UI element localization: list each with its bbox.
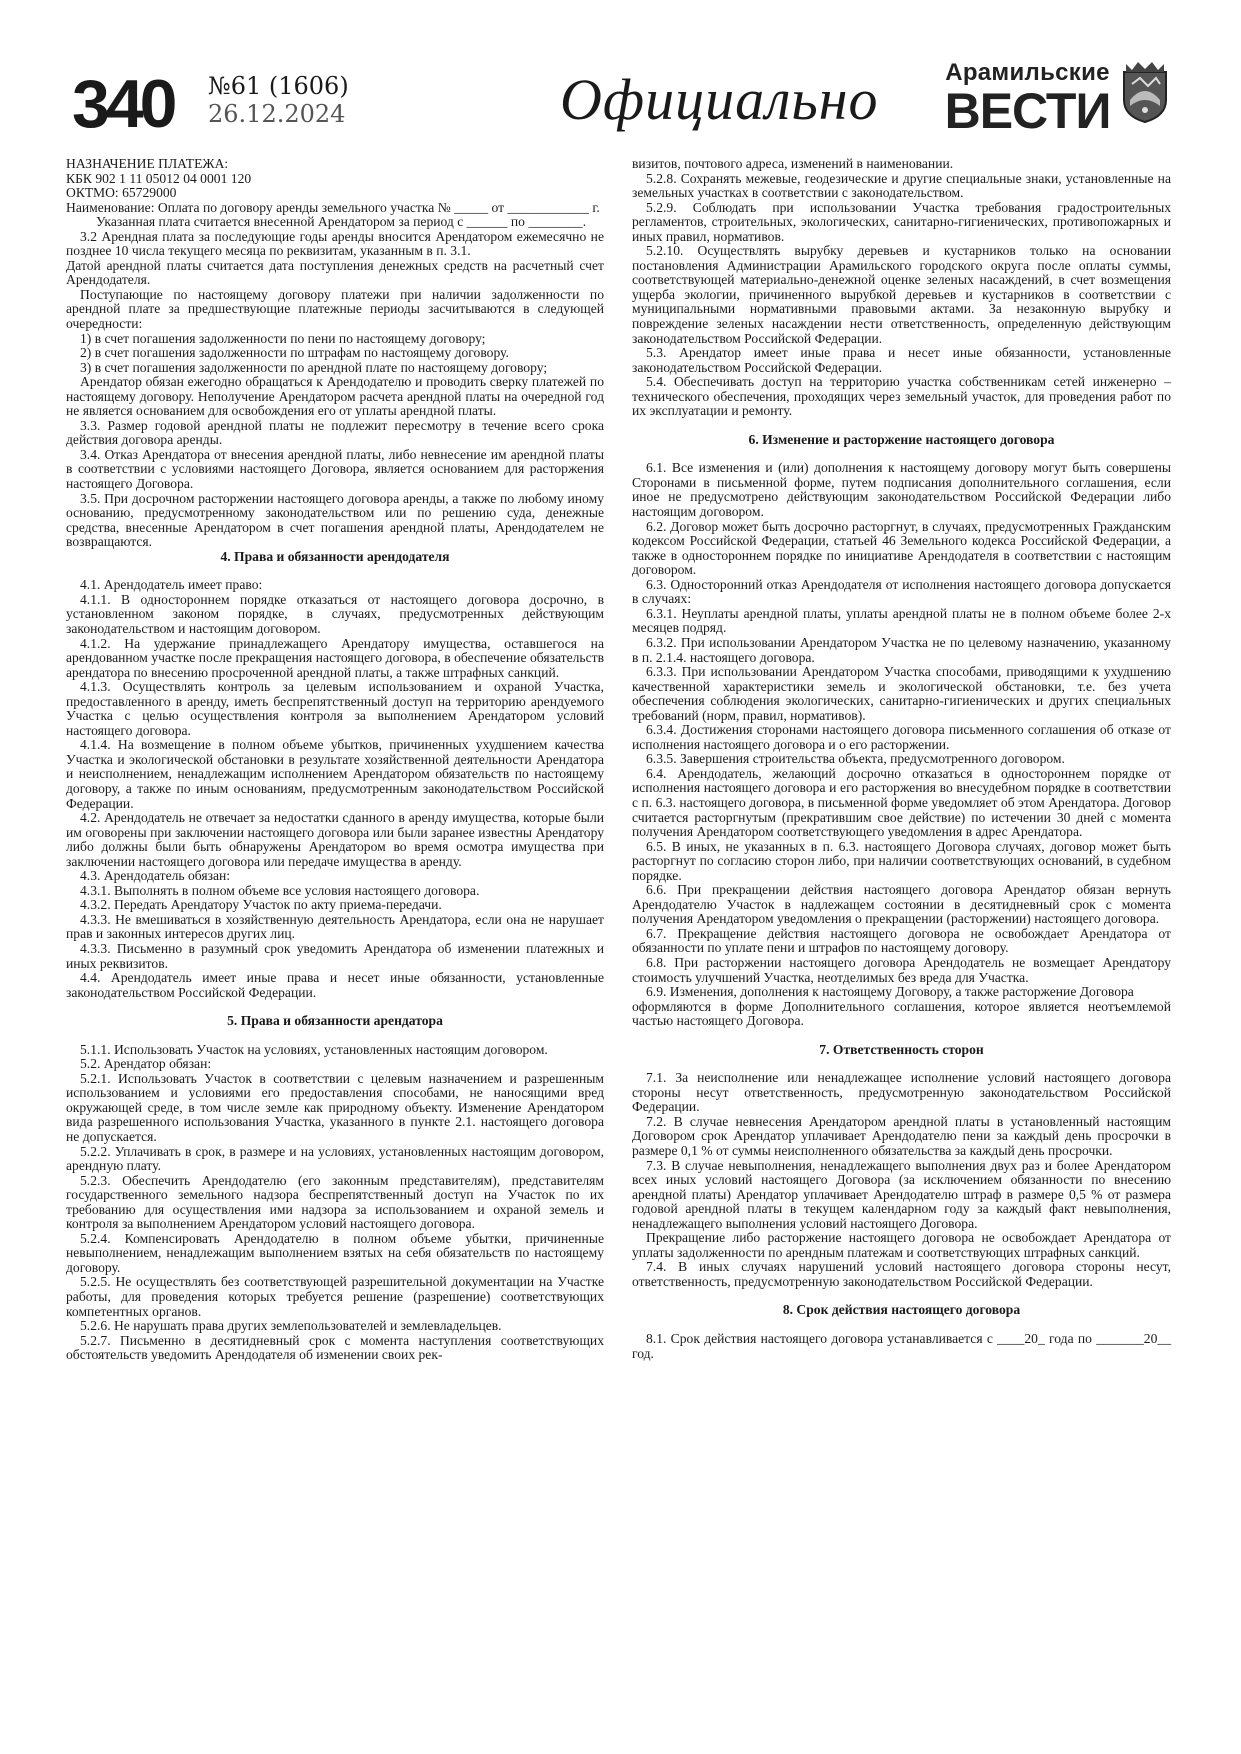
- paragraph: 5.2.3. Обеспечить Арендодателю (его законным представителям), представителям государственного земельного надзора беспрепятственный доступ на Участок по их требованию для осуществления ими надзора за использованием и охраной земель и контроля за выполнением Арендатором условий настоящего договора.: [66, 1172, 604, 1232]
- paragraph: 5.2.2. Уплачивать в срок, в размере и на условиях, установленных настоящим договором, арендную плату.: [66, 1143, 604, 1174]
- logo-bottom-word: ВЕСТИ: [944, 83, 1111, 139]
- paragraph: 5.2.10. Осуществлять вырубку деревьев и кустарников только на основании постановления Администрации Арамильского городского округа после оплаты суммы, соответствующей материально-денежной оценке зеленых насаждений, в счет возмещения ущерба экологии, причиненного вырубкой деревьев и кустарников в соответствии с муниципальными нормативными правовыми актами. За незаконную вырубку и повреждение зеленых насаждении нести ответственность, определенную действующим законодательством Российской Федерации.: [632, 243, 1171, 346]
- paragraph: 5.4. Обеспечивать доступ на территорию участка собственникам сетей инженерно – технического обеспечения, проходящих через земельный участок, для проведения работ по их эксплуатации и ремонту.: [632, 374, 1171, 419]
- paragraph: 3.5. При досрочном расторжении настоящего договора аренды, а также по любому иному основанию, предусмотренному законодательством или по решению суда, денежные средства, внесенные Арендатором в счет погашения арендной платы, Арендодателем не возвращаются.: [66, 490, 604, 550]
- paragraph: 5.3. Арендатор имеет иные права и несет иные обязанности, установленные законодательством Российской Федерации.: [632, 345, 1171, 375]
- paragraph: визитов, почтового адреса, изменений в наименовании.: [632, 156, 954, 171]
- masthead: [0, 0, 1241, 150]
- payment-kbk: КБК 902 1 11 05012 04 0001 120: [66, 170, 252, 186]
- paragraph: 7.2. В случае невнесения Арендатором арендной платы в установленный настоящим Договором срок Арендатор уплачивает Арендодателю пени за каждый день просрочки в размере 0,1 % от суммы неисполненного обязательства за каждый день просрочки.: [632, 1113, 1171, 1158]
- section-heading-8: 8. Срок действия настоящего договора: [782, 1302, 1021, 1318]
- paragraph: 6.3.3. При использовании Арендатором Участка способами, приводящими к ухудшению качественной характеристики земель и экологической обстановки, т.е. без учета обеспечения соблюдения экологических, санитарно-гигиенических и других специальных требований (норм, правил, нормативов).: [632, 664, 1171, 723]
- paragraph: 4.1.1. В одностороннем порядке отказаться от настоящего договора досрочно, в установленном законом порядке, в случаях, предусмотренных действующим законодательством и настоящим договором.: [66, 591, 604, 636]
- paragraph: 6.3.2. При использовании Арендатором Участка не по целевому назначению, указанному в п. 2.1.4. настоящего договора.: [632, 634, 1171, 665]
- paragraph: 4.3.3. Не вмешиваться в хозяйственную деятельность Арендатора, если она не нарушает прав и законных интересов других лиц.: [66, 911, 604, 942]
- paragraph: 4.1. Арендодатель имеет право:: [80, 577, 263, 593]
- paragraph: 6.6. При прекращении действия настоящего договора Арендатор обязан вернуть Арендодателю Участок в надлежащем состоянии в десятидневный срок с момента получения Арендатором уведомления о прекращении (расторжении) настоящего договора.: [632, 882, 1171, 927]
- paragraph: Арендатор обязан ежегодно обращаться к Арендодателю и проводить сверку платежей по настоящему договору. Неполучение Арендатором расчета арендной платы на очередной год не является основанием для освобождения его от уплаты арендной платы.: [66, 374, 604, 419]
- paragraph: 5.1.1. Использовать Участок на условиях, установленных настоящим договором.: [80, 1041, 548, 1057]
- paragraph: 4.3.2. Передать Арендатору Участок по акту приема-передачи.: [80, 897, 442, 913]
- section-heading-4: 4. Права и обязанности арендодателя: [220, 548, 450, 564]
- paragraph: 5.2.4. Компенсировать Арендодателю в полном объеме убытки, причиненные невыполнением, ненадлежащим выполнением взятых на себя обязательств по настоящему договору.: [66, 1230, 604, 1275]
- logo-top-word: Арамильские: [945, 59, 1110, 86]
- paragraph: 6.2. Договор может быть досрочно расторгнут, в случаях, предусмотренных Гражданским кодексом Российской Федерации, статьей 46 Земельного кодекса Российской Федерации, а также в одностороннем порядке по инициативе Арендодателя в соответствии с настоящим договором.: [632, 518, 1171, 578]
- paragraph: 6.9. Изменения, дополнения к настоящему Договору, а также расторжение Договора: [646, 984, 1134, 1000]
- list-item: 2) в счет погашения задолженности по штрафам по настоящему договору.: [80, 345, 509, 361]
- paragraph: 4.4. Арендодатель имеет иные права и несет иные обязанности, установленные законодательством Российской Федерации.: [66, 970, 604, 1000]
- paragraph: оформляются в форме Дополнительного соглашения, которое является неотъемлемой частью настоящего Договора.: [632, 998, 1171, 1029]
- paragraph: Указанная плата считается внесенной Арендатором за период с ______ по ________.: [96, 214, 587, 230]
- payment-purpose: НАЗНАЧЕНИЕ ПЛАТЕЖА:: [66, 156, 229, 171]
- section-heading-7: 7. Ответственность сторон: [819, 1041, 984, 1057]
- paragraph: 6.8. При расторжении настоящего договора Арендодатель не возмещает Арендатору стоимость улучшений Участка, неотделимых без вреда для Участка.: [632, 954, 1171, 985]
- paragraph: Прекращение либо расторжение настоящего договора не освобождает Арендатора от уплаты задолженности по арендным платежам и соответствующих штрафных санкций.: [632, 1230, 1171, 1260]
- paragraph: 7.1. За неисполнение или ненадлежащее исполнение условий настоящего договора стороны несут ответственность, предусмотренную законодательством Российской Федерации.: [632, 1070, 1171, 1115]
- paragraph: 5.2.6. Не нарушать права других землепользователей и землевладельцев.: [80, 1318, 502, 1334]
- right-column: [632, 157, 1171, 1361]
- paragraph: 5.2.5. Не осуществлять без соответствующей разрешительной документации на Участке работы, для проведения которых требуется решение (разрешение) соответствующих компетентных органов.: [66, 1274, 604, 1319]
- issue-info: [208, 72, 349, 128]
- paragraph: 4.1.2. На удержание принадлежащего Арендатору имущества, оставшегося на арендованном участке после прекращения настоящего договора, в обеспечение обязательств арендатора по внесению просроченной арендной платы, а также штрафных санкций.: [66, 635, 604, 680]
- paragraph: 6.3. Односторонний отказ Арендодателя от исполнения настоящего договора допускается в случаях:: [632, 576, 1171, 607]
- paragraph: Датой арендной платы считается дата поступления денежных средств на расчетный счет Арендодателя.: [66, 257, 604, 288]
- paragraph: 6.4. Арендодатель, желающий досрочно отказаться в одностороннем порядке от исполнения настоящего договора и его расторжения во внесудебном порядке в соответствии с п. 6.3. настоящего договора, в письменной форме уведомляет об этом Арендатора. Договор считается расторгнутым (прекратившим свое действие) по истечении 30 дней с момента получения Арендатором соответствующего уведомления в адрес Арендатора.: [632, 765, 1171, 840]
- paragraph: 3.2 Арендная плата за последующие годы аренды вносится Арендатором ежемесячно не позднее 10 числа текущего месяца по реквизитам, указанным в п. 3.1.: [66, 228, 604, 259]
- paragraph: 7.3. В случае невыполнения, ненадлежащего выполнения двух раз и более Арендатором всех иных условий настоящего Договора (за исключением обязанности по внесению арендной платы) Арендатор уплачивает Арендодателю штраф в размере 0,5 % от размера годовой арендной платы в текущем календарном году за каждый факт невыполнения, ненадлежащего выполнения условий настоящего Договора.: [632, 1157, 1171, 1231]
- paragraph: 4.1.4. На возмещение в полном объеме убытков, причиненных ухудшением качества Участка и экологической обстановки в результате хозяйственной деятельности Арендатора и неисполнением, ненадлежащим исполнением Арендатором обязательств по настоящему договору, а также по иным основаниям, предусмотренным законодательством Российской Федерации.: [66, 737, 604, 811]
- paragraph: 6.3.5. Завершения строительства объекта, предусмотренного договором.: [646, 751, 1065, 767]
- newspaper-logo: [940, 59, 1115, 139]
- paragraph: Поступающие по настоящему договору платежи при наличии задолженности по арендной плате за предшествующие платежные периоды засчитываются в следующей очередности:: [66, 286, 604, 332]
- paragraph: 4.3.3. Письменно в разумный срок уведомить Арендатора об изменении платежных и иных реквизитов.: [66, 940, 604, 971]
- paragraph: 3.3. Размер годовой арендной платы не подлежит пересмотру в течение всего срока действия договора аренды.: [66, 417, 604, 448]
- issue-number: №61 (1606): [208, 72, 349, 100]
- paragraph: 5.2.7. Письменно в десятидневный срок с момента наступления соответствующих обстоятельств уведомить Арендодателя об изменении своих рек-: [66, 1332, 604, 1363]
- list-item: 1) в счет погашения задолженности по пени по настоящему договору;: [80, 330, 486, 346]
- paragraph: 6.3.4. Достижения сторонами настоящего договора письменного соглашения об отказе от исполнения настоящего договора и о его расторжении.: [632, 722, 1171, 752]
- payment-name: Наименование: Оплата по договору аренды земельного участка № _____ от ____________ г.: [66, 199, 600, 215]
- paragraph: 6.3.1. Неуплаты арендной платы, уплаты арендной платы не в полном объеме более 2-х месяцев подряд.: [632, 605, 1171, 636]
- paragraph: 5.2.9. Соблюдать при использовании Участка требования градостроительных регламентов, строительных, экологических, санитарно-гигиенических, противопожарных и иных правил, нормативов.: [632, 199, 1171, 244]
- paragraph: 6.7. Прекращение действия настоящего договора не освобождает Арендатора от обязанности по уплате пени и штрафов по настоящему договору.: [632, 925, 1171, 956]
- paragraph: 4.3.1. Выполнять в полном объеме все условия настоящего договора.: [80, 882, 480, 898]
- paragraph: 4.2. Арендодатель не отвечает за недостатки сданного в аренду имущества, которые были им оговорены при заключении настоящего договора или были заранее известны Арендатору либо должны были быть обнаружены Арендатором во время осмотра имущества при заключении настоящего договора или передаче имущества в аренду.: [66, 810, 604, 869]
- left-column: [66, 157, 604, 1363]
- section-heading-5: 5. Права и обязанности арендатора: [227, 1013, 443, 1029]
- section-heading-6: 6. Изменение и расторжение настоящего договора: [748, 431, 1055, 447]
- list-item: 3) в счет погашения задолженности по арендной плате по настоящему договору;: [80, 359, 548, 375]
- page-number: 340: [72, 66, 174, 142]
- paragraph: 6.1. Все изменения и (или) дополнения к настоящему договору могут быть совершены Сторонами в письменной форме, путем подписания дополнительного соглашения, если иное не предусмотрено действующим законодательством Российской Федерации либо настоящим договором.: [632, 460, 1171, 520]
- payment-oktmo: ОКТМО: 65729000: [66, 185, 177, 201]
- paragraph: 6.5. В иных, не указанных в п. 6.3. настоящего Договора случаях, договор может быть расторгнут по согласию сторон либо, при наличии соответствующих оснований, в судебном порядке.: [632, 838, 1171, 883]
- issue-date: 26.12.2024: [208, 100, 346, 128]
- paragraph: 3.4. Отказ Арендатора от внесения арендной платы, либо невнесение им арендной платы в соответствии с условиями настоящего Договора, является основанием для расторжения настоящего Договора.: [66, 446, 604, 492]
- paragraph: 5.2.1. Использовать Участок в соответствии с целевым назначением и разрешенным использованием и условиями его предоставления способами, не наносящими вред окружающей среде, в том числе земле как природному объекту. Изменение Арендатором вида разрешенного использования Участка, указанного в пункте 2.1. настоящего договора не допускается.: [66, 1070, 604, 1144]
- paragraph: 4.1.3. Осуществлять контроль за целевым использованием и охраной Участка, предоставленного в аренду, иметь беспрепятственный доступ на территорию арендуемого Участка с целью осуществления контроля за выполнением Арендатором условий настоящего договора.: [66, 679, 604, 738]
- section-title: Официально: [560, 67, 879, 132]
- paragraph: 7.4. В иных случаях нарушений условий настоящего договора стороны несут, ответственность, предусмотренную законодательством Российской Федерации.: [632, 1259, 1171, 1289]
- paragraph: 5.2. Арендатор обязан:: [80, 1056, 212, 1072]
- paragraph: 5.2.8. Сохранять межевые, геодезические и другие специальные знаки, установленные на земельных участках в соответствии с законодательством.: [632, 170, 1171, 201]
- paragraph: 8.1. Срок действия настоящего договора устанавливается с ____20_ года по _______20__ год.: [632, 1331, 1171, 1361]
- paragraph: 4.3. Арендодатель обязан:: [80, 868, 231, 884]
- town-crest-icon: [1120, 60, 1170, 124]
